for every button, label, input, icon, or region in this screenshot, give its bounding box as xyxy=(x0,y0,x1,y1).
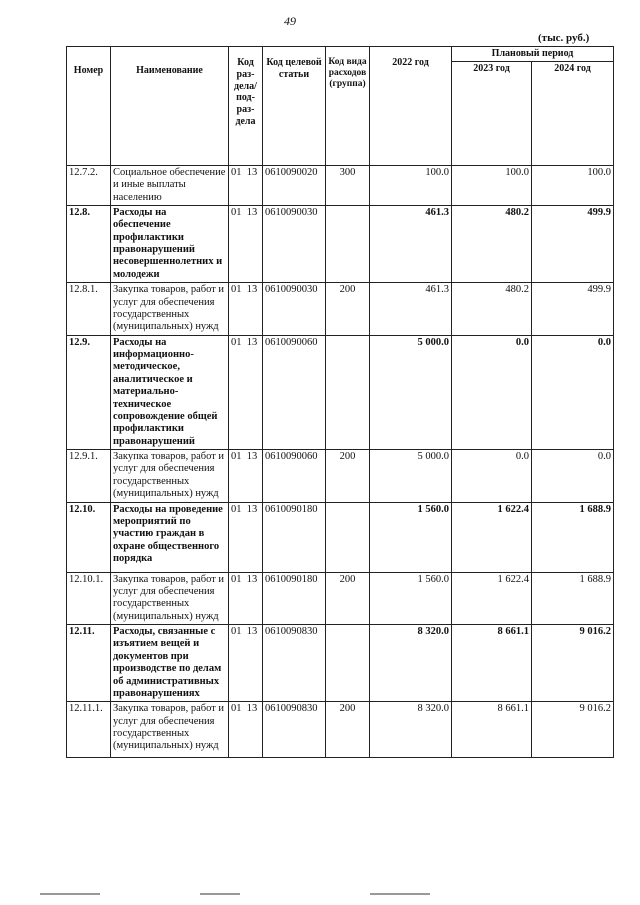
row-expense-code: 200 xyxy=(326,283,370,336)
row-number: 12.11.1. xyxy=(67,702,111,758)
row-value-2024: 100.0 xyxy=(532,165,614,205)
row-target-code: 0610090030 xyxy=(263,283,326,336)
row-value-2024: 1 688.9 xyxy=(532,502,614,572)
header-plan-period: Плановый период xyxy=(452,47,614,62)
row-section-code: 01 13 xyxy=(229,572,263,625)
row-section-code: 01 13 xyxy=(229,625,263,702)
table-row xyxy=(67,572,614,625)
header-year-2024: 2024 год xyxy=(532,61,614,165)
row-section-code: 01 13 xyxy=(229,205,263,282)
table-row xyxy=(67,283,614,336)
row-value-2022: 1 560.0 xyxy=(370,502,452,572)
row-value-2022: 100.0 xyxy=(370,165,452,205)
header-expense-code: Код вида расходов (группа) xyxy=(326,47,370,166)
row-expense-code xyxy=(326,205,370,282)
row-value-2024: 9 016.2 xyxy=(532,702,614,758)
row-name: Расходы на информационно-методическое, аналитическое и материально-техническое сопровождение общей профилактики правонарушений xyxy=(111,335,229,449)
budget-table xyxy=(66,46,614,758)
row-value-2023: 8 661.1 xyxy=(452,625,532,702)
row-target-code: 0610090060 xyxy=(263,335,326,449)
row-value-2023: 480.2 xyxy=(452,205,532,282)
table-row xyxy=(67,205,614,282)
row-value-2023: 1 622.4 xyxy=(452,572,532,625)
row-number: 12.9.1. xyxy=(67,450,111,503)
row-target-code: 0610090060 xyxy=(263,450,326,503)
row-value-2022: 461.3 xyxy=(370,283,452,336)
row-section-code: 01 13 xyxy=(229,283,263,336)
table-row xyxy=(67,502,614,572)
row-number: 12.8.1. xyxy=(67,283,111,336)
row-value-2024: 499.9 xyxy=(532,205,614,282)
row-value-2024: 0.0 xyxy=(532,335,614,449)
row-value-2022: 5 000.0 xyxy=(370,450,452,503)
header-name: Наименование xyxy=(111,47,229,166)
row-name: Расходы на обеспечение профилактики правонарушений несовершеннолетних и молодежи xyxy=(111,205,229,282)
row-value-2023: 100.0 xyxy=(452,165,532,205)
row-name: Закупка товаров, работ и услуг для обеспечения государственных (муниципальных) нужд xyxy=(111,283,229,336)
row-number: 12.9. xyxy=(67,335,111,449)
row-name: Закупка товаров, работ и услуг для обеспечения государственных (муниципальных) нужд xyxy=(111,572,229,625)
table-row xyxy=(67,702,614,758)
row-value-2022: 8 320.0 xyxy=(370,702,452,758)
row-value-2023: 480.2 xyxy=(452,283,532,336)
row-expense-code: 200 xyxy=(326,450,370,503)
page-number: 49 xyxy=(284,14,296,28)
row-expense-code xyxy=(326,335,370,449)
row-target-code: 0610090020 xyxy=(263,165,326,205)
row-value-2022: 461.3 xyxy=(370,205,452,282)
row-value-2022: 5 000.0 xyxy=(370,335,452,449)
table-row xyxy=(67,165,614,205)
footer-scan-mark xyxy=(370,893,430,895)
row-section-code: 01 13 xyxy=(229,335,263,449)
header-number: Номер xyxy=(67,47,111,166)
row-target-code: 0610090830 xyxy=(263,702,326,758)
row-target-code: 0610090030 xyxy=(263,205,326,282)
row-value-2023: 8 661.1 xyxy=(452,702,532,758)
row-expense-code xyxy=(326,502,370,572)
row-number: 12.10.1. xyxy=(67,572,111,625)
row-section-code: 01 13 xyxy=(229,702,263,758)
row-target-code: 0610090180 xyxy=(263,572,326,625)
row-section-code: 01 13 xyxy=(229,165,263,205)
row-number: 12.11. xyxy=(67,625,111,702)
row-section-code: 01 13 xyxy=(229,502,263,572)
row-value-2024: 499.9 xyxy=(532,283,614,336)
row-number: 12.7.2. xyxy=(67,165,111,205)
row-number: 12.10. xyxy=(67,502,111,572)
row-value-2024: 1 688.9 xyxy=(532,572,614,625)
row-name: Закупка товаров, работ и услуг для обеспечения государственных (муниципальных) нужд xyxy=(111,450,229,503)
row-value-2023: 0.0 xyxy=(452,450,532,503)
row-name: Социальное обеспечение и иные выплаты населению xyxy=(111,165,229,205)
row-value-2022: 1 560.0 xyxy=(370,572,452,625)
row-expense-code: 200 xyxy=(326,572,370,625)
header-year-2023: 2023 год xyxy=(452,61,532,165)
row-target-code: 0610090180 xyxy=(263,502,326,572)
row-name: Закупка товаров, работ и услуг для обеспечения государственных (муниципальных) нужд xyxy=(111,702,229,758)
row-target-code: 0610090830 xyxy=(263,625,326,702)
header-section-code: Код раз-дела/ под-раз-дела xyxy=(229,47,263,166)
footer-scan-mark xyxy=(40,893,100,895)
row-name: Расходы, связанные с изъятием вещей и документов при производстве по делам об административных правонарушениях xyxy=(111,625,229,702)
header-year-2022: 2022 год xyxy=(370,47,452,166)
table-row xyxy=(67,450,614,503)
row-expense-code: 200 xyxy=(326,702,370,758)
header-target-code: Код целевой статьи xyxy=(263,47,326,166)
row-value-2022: 8 320.0 xyxy=(370,625,452,702)
units-label: (тыс. руб.) xyxy=(538,32,590,44)
row-section-code: 01 13 xyxy=(229,450,263,503)
row-expense-code: 300 xyxy=(326,165,370,205)
row-name: Расходы на проведение мероприятий по участию граждан в охране общественного порядка xyxy=(111,502,229,572)
row-expense-code xyxy=(326,625,370,702)
row-value-2024: 0.0 xyxy=(532,450,614,503)
row-value-2024: 9 016.2 xyxy=(532,625,614,702)
row-value-2023: 1 622.4 xyxy=(452,502,532,572)
row-value-2023: 0.0 xyxy=(452,335,532,449)
footer-scan-mark xyxy=(200,893,240,895)
table-row xyxy=(67,625,614,702)
table-row xyxy=(67,335,614,449)
row-number: 12.8. xyxy=(67,205,111,282)
